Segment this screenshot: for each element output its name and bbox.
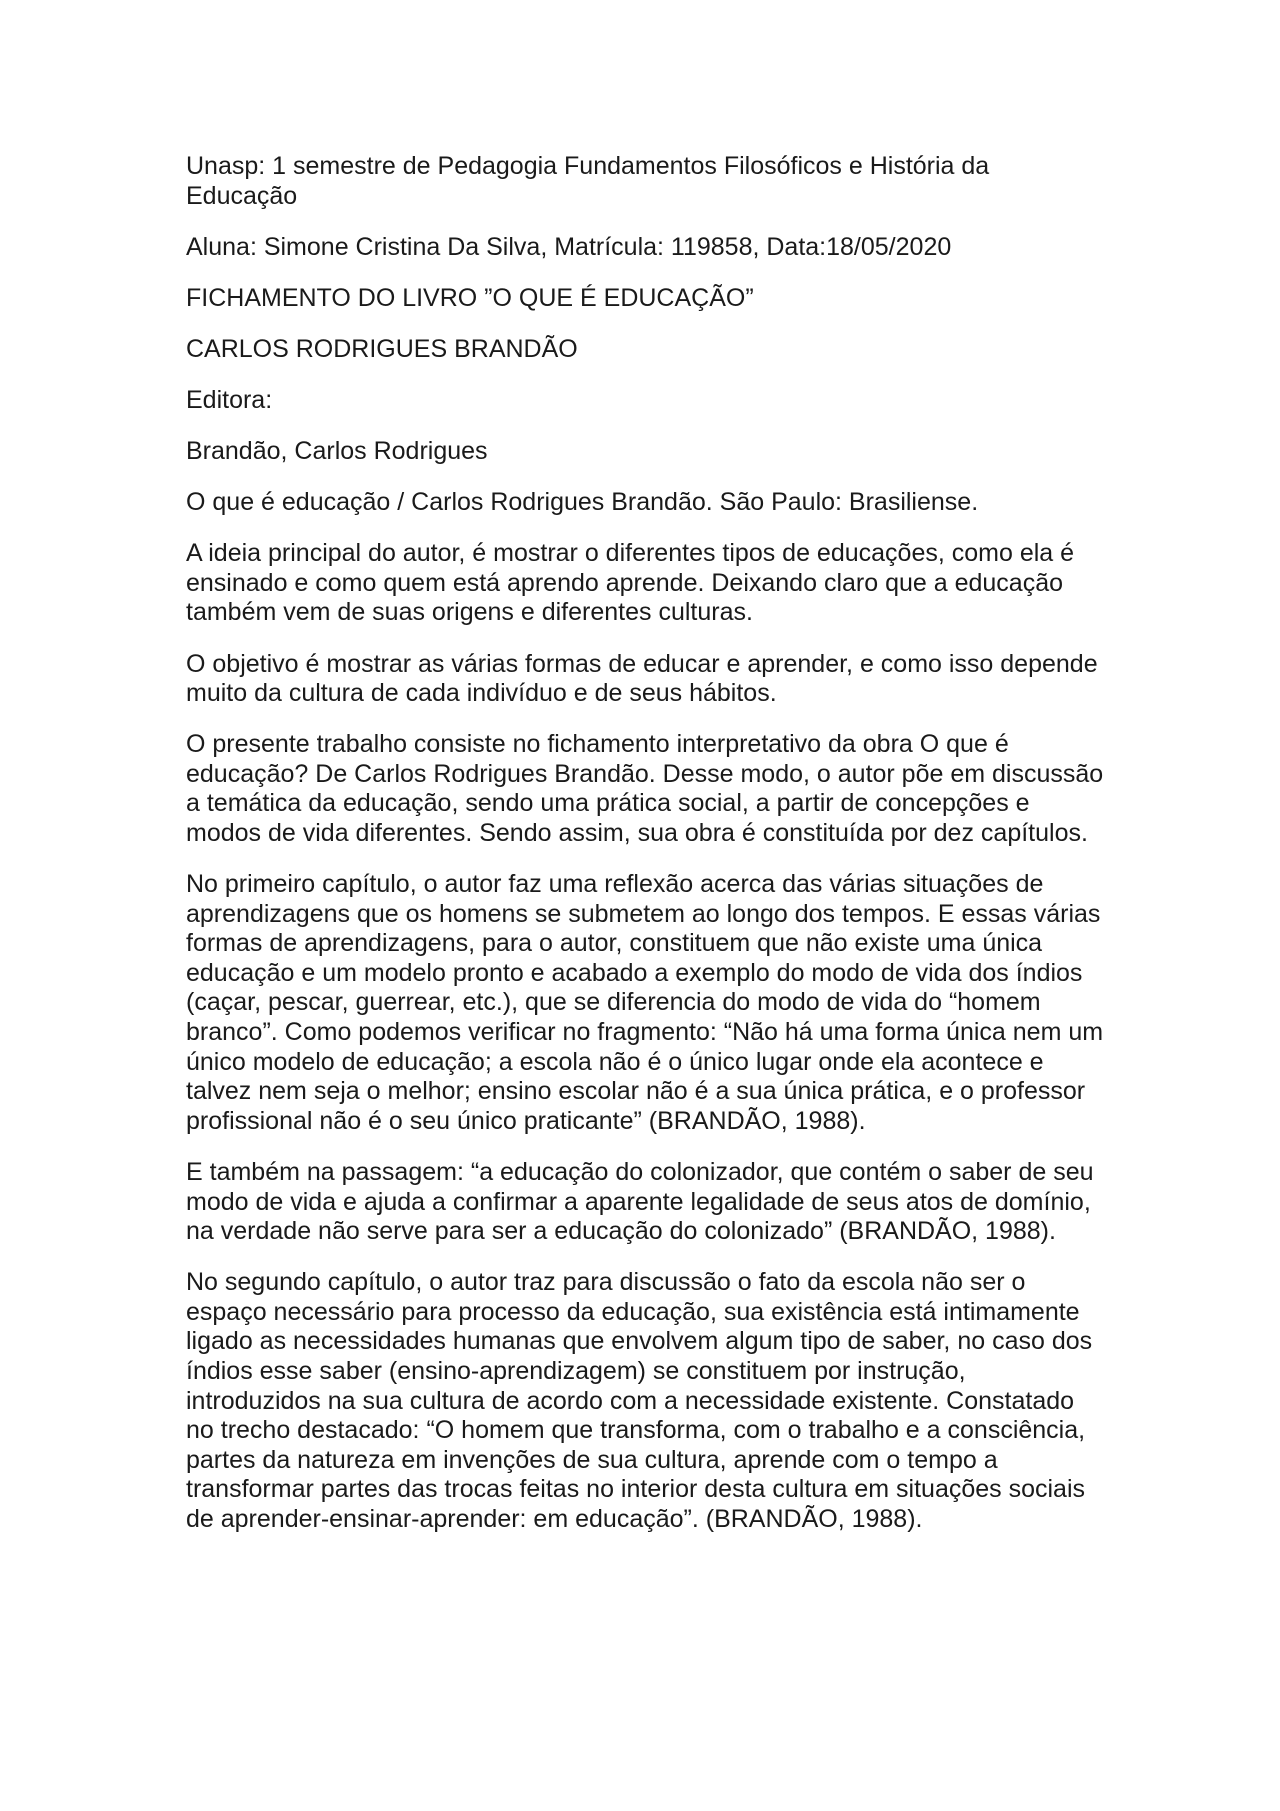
reference-line: O que é educação / Carlos Rodrigues Brandão. São Paulo: Brasiliense. (186, 488, 979, 517)
document-body (186, 152, 1106, 1556)
student-line: Aluna: Simone Cristina Da Silva, Matrícula: 119858, Data:18/05/2020 (186, 232, 952, 261)
paragraph-presentation: O presente trabalho consiste no fichamento interpretativo da obra O que é educação? De Carlos Rodrigues Brandão. Desse modo, o autor põe em discussão a temática da educação, sendo uma prática social, a partir de concepções e modos de vida diferentes. Sendo assim, sua obra é constituída por dez capítulos. (186, 730, 1104, 847)
header-line: Unasp: 1 semestre de Pedagogia Fundamentos Filosóficos e História da Educação (186, 152, 990, 210)
paragraph-main-idea: A ideia principal do autor, é mostrar o diferentes tipos de educações, como ela é ensinado e como quem está aprendo aprende. Deixando claro que a educação também vem de suas origens e diferentes culturas. (186, 539, 1075, 627)
paragraph-objective: O objetivo é mostrar as várias formas de educar e aprender, e como isso depende muito da cultura de cada indivíduo e de seus hábitos. (186, 649, 1098, 708)
document-title: FICHAMENTO DO LIVRO ”O QUE É EDUCAÇÃO” (186, 283, 754, 312)
publisher-label: Editora: (186, 385, 273, 414)
reference-author: Brandão, Carlos Rodrigues (186, 437, 488, 466)
paragraph-chapter-two: No segundo capítulo, o autor traz para discussão o fato da escola não ser o espaço necessário para processo da educação, sua existência está intimamente ligado as necessidades humanas que envolvem algum tipo de saber, no caso dos índios esse saber (ensino-aprendizagem) se constituem por instrução, introduzidos na sua cultura de acordo com a necessidade existente. Constatado no trecho destacado: “O homem que transforma, com o trabalho e a consciência, partes da natureza em invenções de sua cultura, aprende com o tempo a transformar partes das trocas feitas no interior desta cultura em situações sociais de aprender-ensinar-aprender: em educação”. (BRANDÃO, 1988). (186, 1268, 1093, 1533)
book-author: CARLOS RODRIGUES BRANDÃO (186, 334, 578, 363)
paragraph-chapter-one: No primeiro capítulo, o autor faz uma reflexão acerca das várias situações de aprendizagens que os homens se submetem ao longo dos tempos. E essas várias formas de aprendizagens, para o autor, constituem que não existe uma única educação e um modelo pronto e acabado a exemplo do modo de vida dos índios (caçar, pescar, guerrear, etc.), que se diferencia do modo de vida do “homem branco”. Como podemos verificar no fragmento: “Não há uma forma única nem um único modelo de educação; a escola não é o único lugar onde ela acontece e talvez nem seja o melhor; ensino escolar não é a sua única prática, e o professor profissional não é o seu único praticante” (BRANDÃO, 1988). (186, 870, 1104, 1135)
paragraph-colonizer-quote: E também na passagem: “a educação do colonizador, que contém o saber de seu modo de vida e ajuda a confirmar a aparente legalidade de seus atos de domínio, na verdade não serve para ser a educação do colonizado” (BRANDÃO, 1988). (186, 1157, 1094, 1246)
